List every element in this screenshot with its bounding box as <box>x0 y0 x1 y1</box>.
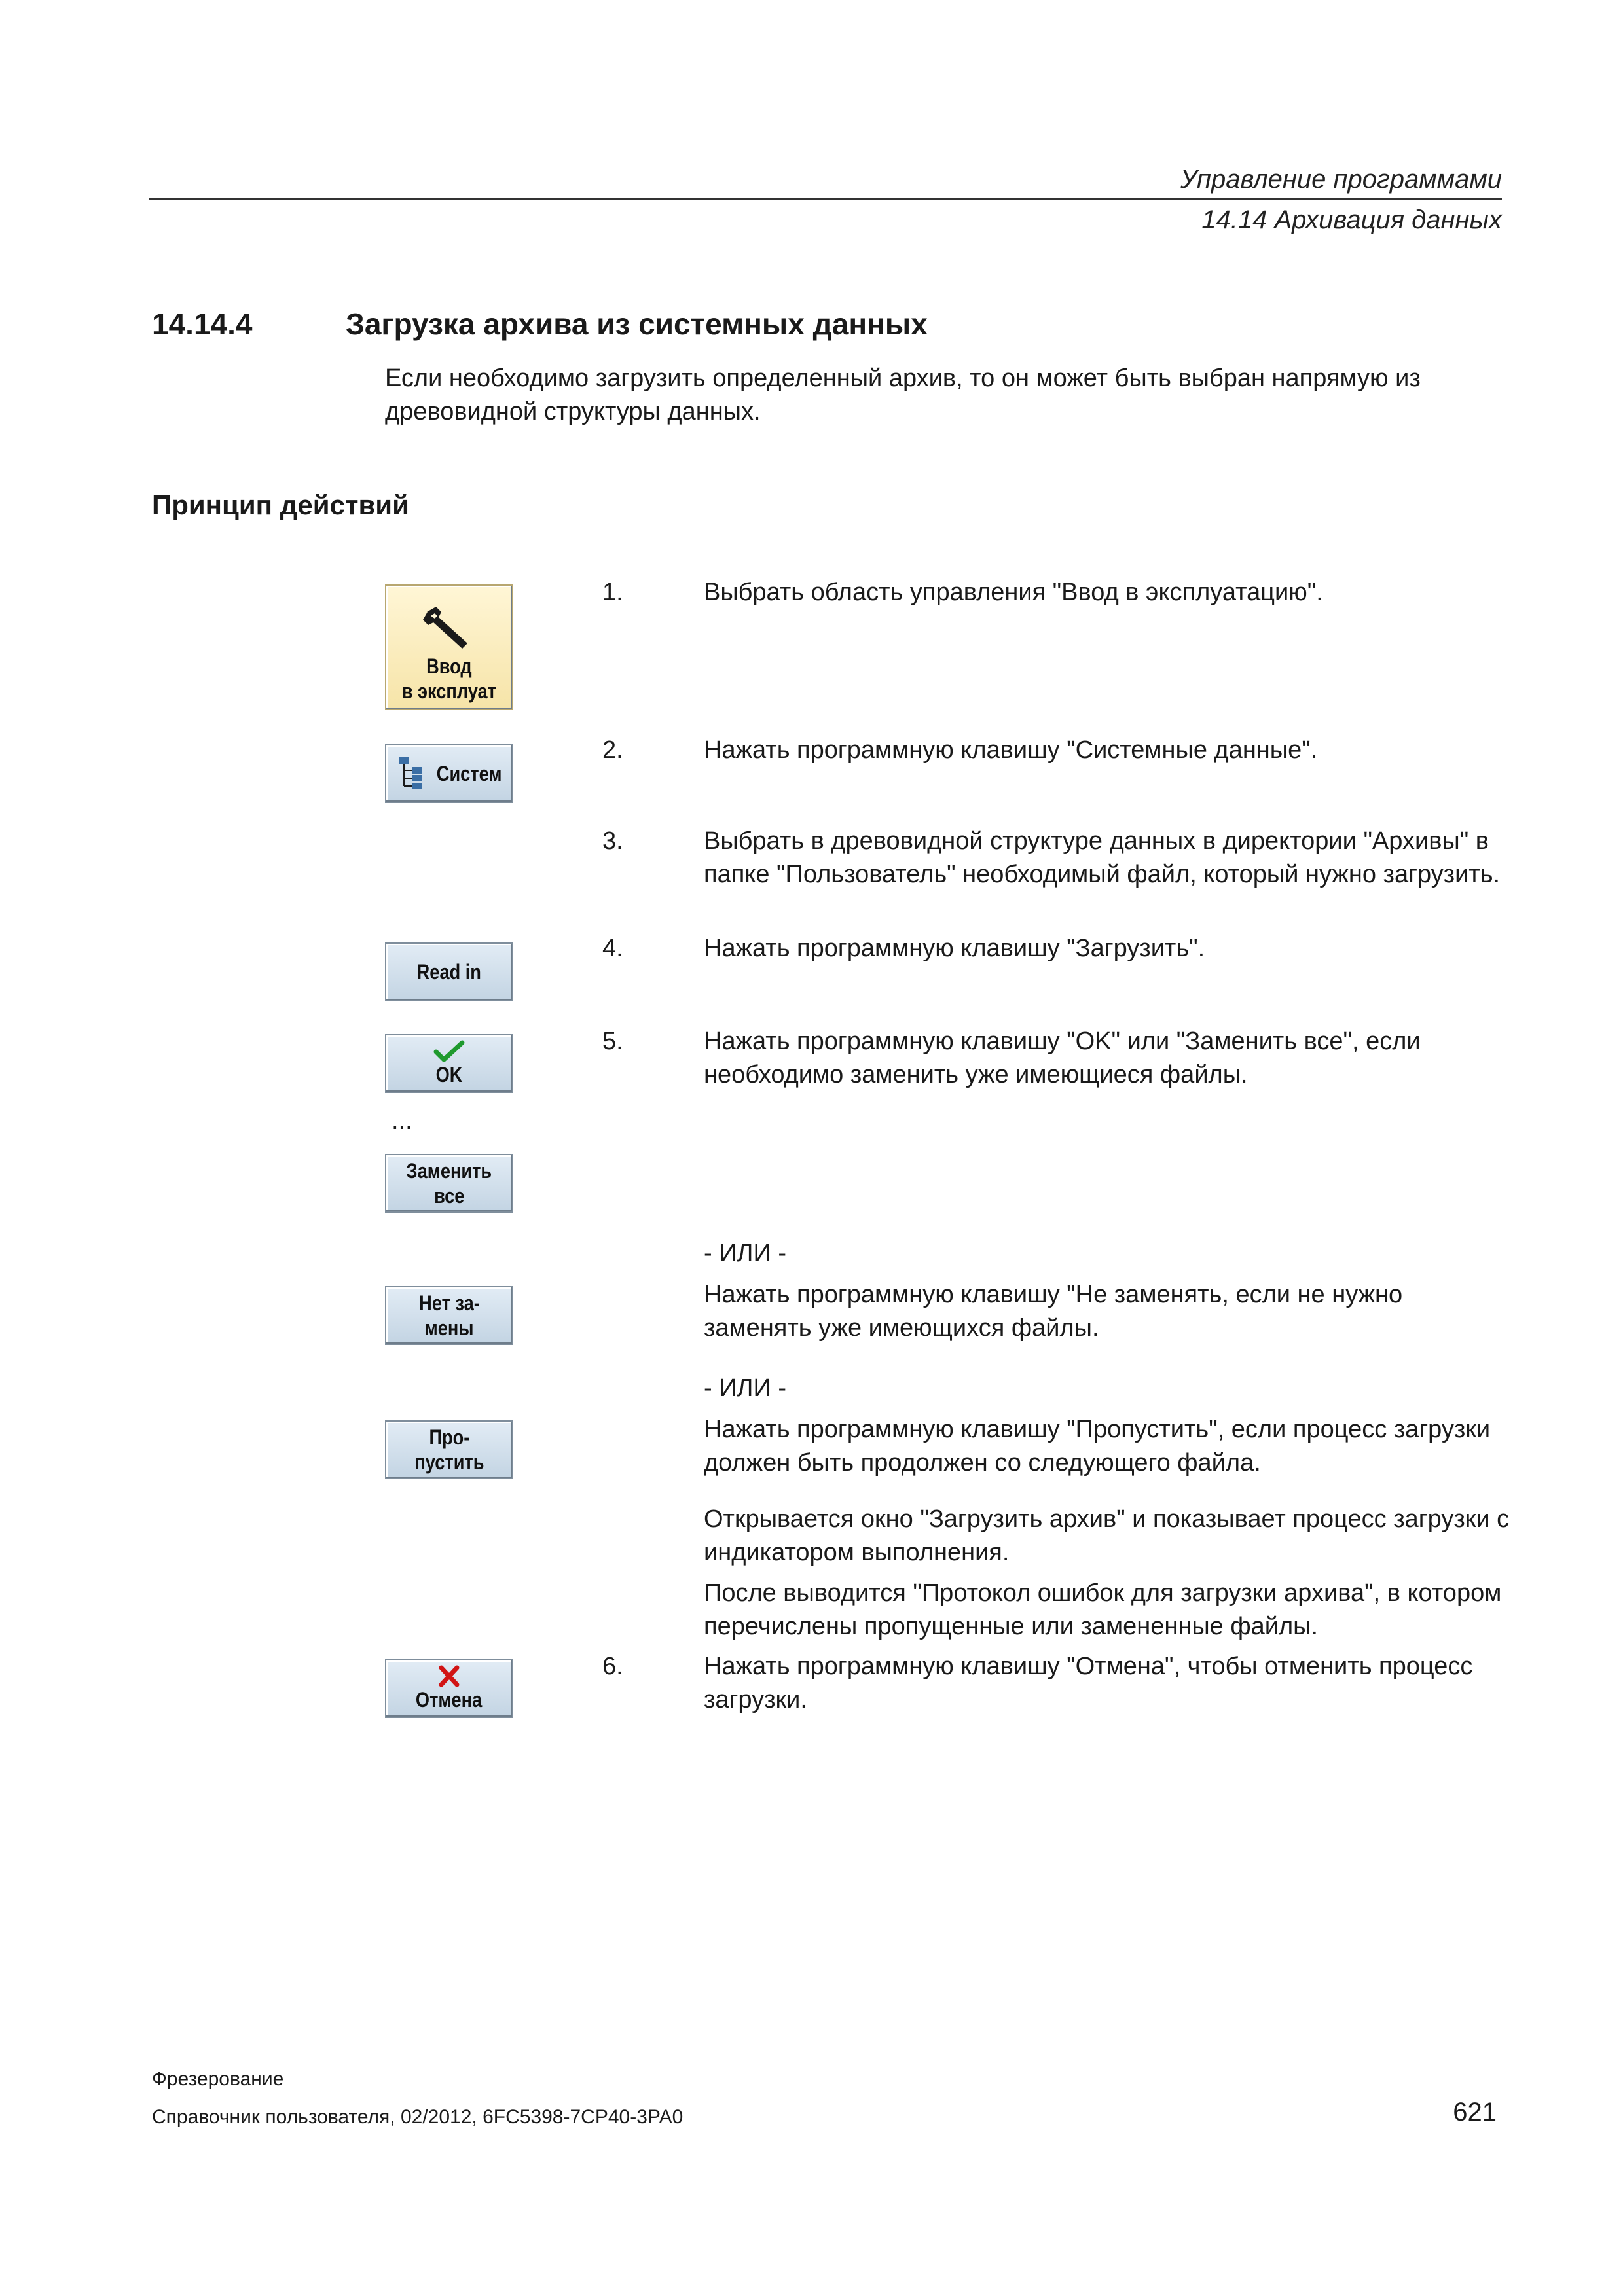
ok-softkey <box>385 1034 513 1093</box>
replace-all-label-line2: все <box>433 1184 465 1208</box>
checkmark-icon <box>433 1040 465 1062</box>
cancel-softkey <box>385 1659 513 1718</box>
step-number: 4. <box>602 935 623 962</box>
footer-product: Фрезерование <box>152 2068 284 2090</box>
wrench-icon <box>422 603 477 650</box>
or-separator: - ИЛИ - <box>704 1374 786 1402</box>
skip-softkey <box>385 1420 513 1479</box>
step-text: Выбрать в древовидной структуре данных в директории "Архивы" в папке "Пользователь" необходимый файл, который нужно загрузить. <box>704 827 1501 888</box>
step-number: 3. <box>602 827 623 855</box>
section-heading <box>152 306 928 342</box>
step-text: Нажать программную клавишу "Загрузить". <box>704 935 1205 962</box>
commissioning-label-line2: в эксплуат <box>401 679 497 703</box>
footer-manual: Справочник пользователя, 02/2012, 6FC5398-7CP40-3PA0 <box>152 2106 684 2128</box>
skip-label-line1: Про- <box>429 1426 469 1449</box>
ellipsis: ... <box>392 1107 412 1135</box>
read-in-label: Read in <box>416 960 482 984</box>
step-text: Нажать программную клавишу "Отмена", чтобы отменить процесс загрузки. <box>704 1653 1473 1713</box>
running-header-section: 14.14 Архивация данных <box>1201 206 1502 234</box>
ok-label: OK <box>435 1063 463 1086</box>
commissioning-softkey <box>385 584 513 710</box>
read-in-softkey <box>385 942 513 1001</box>
system-data-label: Систем <box>436 762 502 785</box>
running-header-chapter: Управление программами <box>1180 165 1502 194</box>
replace-all-softkey <box>385 1154 513 1213</box>
page-number: 621 <box>1453 2098 1497 2126</box>
header-rule <box>149 198 1502 200</box>
no-replace-softkey <box>385 1286 513 1345</box>
step-number: 2. <box>602 736 623 764</box>
step-text: Выбрать область управления "Ввод в эксплуатацию". <box>704 579 1323 606</box>
commissioning-label-line1: Ввод <box>426 655 472 678</box>
step-number: 1. <box>602 579 623 606</box>
section-number: 14.14.4 <box>152 307 253 341</box>
cancel-label: Отмена <box>416 1688 483 1712</box>
procedure-heading: Принцип действий <box>152 490 409 520</box>
window-info-text: Открывается окно "Загрузить архив" и показывает процесс загрузки с индикатором выполнения. <box>704 1505 1510 1566</box>
no-replace-label-line1: Нет за- <box>418 1291 480 1315</box>
or-separator: - ИЛИ - <box>704 1240 786 1267</box>
intro-paragraph: Если необходимо загрузить определенный архив, то он может быть выбран напрямую из древовидной структуры данных. <box>385 365 1421 425</box>
step-text: Нажать программную клавишу "OK" или "Заменить все", если необходимо заменить уже имеющиеся файлы. <box>704 1028 1421 1088</box>
cross-icon <box>436 1665 462 1687</box>
error-log-text: После выводится "Протокол ошибок для загрузки архива", в котором перечислены пропущенные или замененные файлы. <box>704 1579 1502 1640</box>
skip-text: Нажать программную клавишу "Пропустить", если процесс загрузки должен быть продолжен со следующего файла. <box>704 1416 1491 1477</box>
no-replace-text: Нажать программную клавишу "Не заменять, если не нужно заменять уже имеющихся файлы. <box>704 1281 1403 1342</box>
replace-all-label-line1: Заменить <box>406 1159 492 1183</box>
tree-structure-icon <box>398 756 424 791</box>
system-data-softkey <box>385 744 513 803</box>
step-number: 6. <box>602 1653 623 1680</box>
section-title: Загрузка архива из системных данных <box>346 307 928 341</box>
skip-label-line2: пустить <box>414 1450 484 1474</box>
step-text: Нажать программную клавишу "Системные данные". <box>704 736 1318 764</box>
step-number: 5. <box>602 1028 623 1055</box>
no-replace-label-line2: мены <box>424 1316 474 1340</box>
